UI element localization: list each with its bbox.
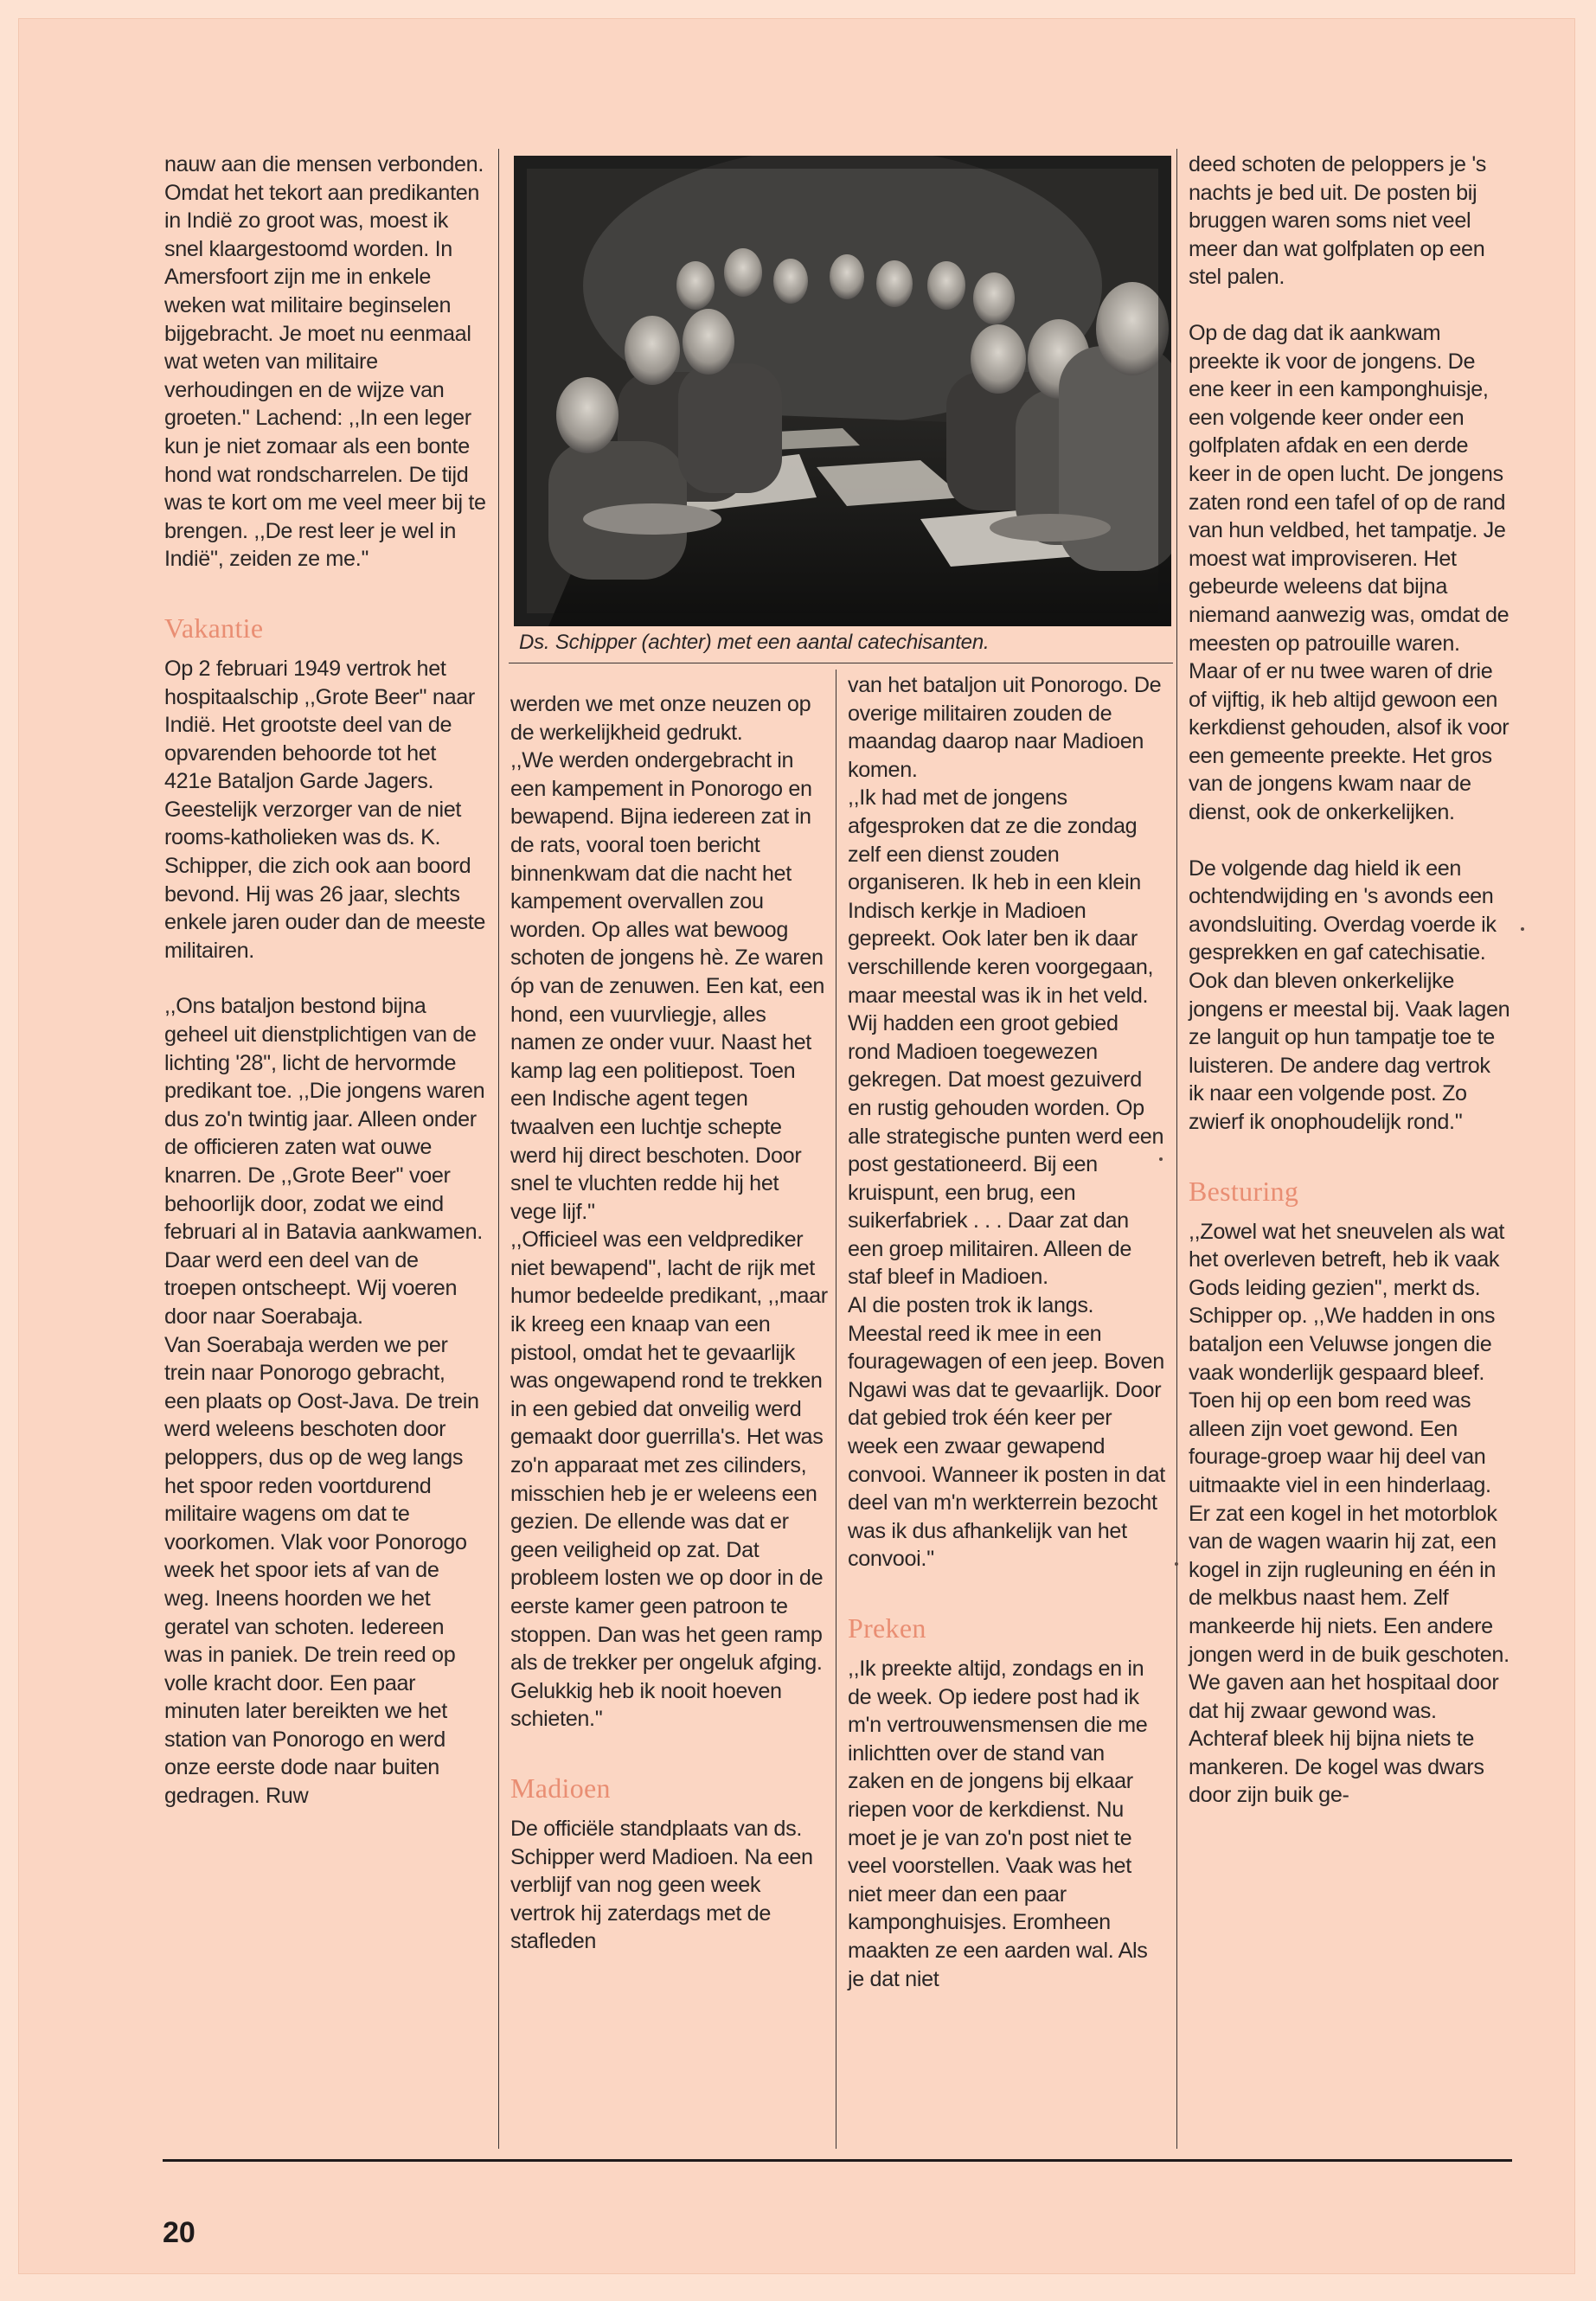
photo-illustration [514,156,1171,626]
section-heading-madioen: Madioen [510,1772,611,1804]
photo-catechisanten [514,156,1171,626]
magazine-page [19,19,1574,2273]
paragraph: Van Soerabaja werden we per trein naar Ponorogo gebracht, een plaats op Oost-Java. De trein werd weleens beschoten door peloppers, dus op de weg langs het spoor reden voortdurend militaire wagens om dat te voorkomen. Vlak voor Ponorogo week het spoor iets af van de weg. Ineens hoorden we het geratel van schoten. Iedereen was in paniek. De trein reed op volle kracht door. Een paar minuten later bereikten we het station van Ponorogo en werd onze eerste dode naar buiten gedragen. Ruw [164,1332,479,1809]
section-heading-vakantie: Vakantie [164,612,264,644]
paragraph: Op 2 februari 1949 vertrok het hospitaalschip ,,Grote Beer'' naar Indië. Het grootste deel van de opvarenden behoorde tot het 421e Bataljon Garde Jagers. Geestelijk verzorger van de niet rooms-katholieken was ds. K. Schipper, die zich ook aan boord bevond. Hij was 26 jaar, slechts enkele jaren ouder dan de meeste militairen. [164,656,486,963]
paragraph: werden we met onze neuzen op de werkelijkheid gedrukt. [510,692,811,745]
print-speck [1175,1562,1178,1566]
paragraph: ,,Zowel wat het sneuvelen als wat het overleven betreft, heb ik vaak Gods leiding gezien'', merkt ds. Schipper op. ,,We hadden in ons bataljon een Veluwse jongen die vaak wonderlijk gespaard bleef. Toen hij op een bom reed was alleen zijn voet gewond. Een fourage-groep waar hij deel van uitmaakte viel in een hinderlaag. Er zat een kogel in het motorblok van de wagen waarin hij zat, een kogel in zijn rugleuning en één in de melkbus naast hem. Zelf mankeerde hij niets. Een andere jongen werd in de buik geschoten. We gaven aan het hospitaal door dat hij zwaar gewond was. Achteraf bleek hij bijna niets te mankeren. De kogel was dwars door zijn buik ge- [1189,1219,1509,1808]
section-heading-preken: Preken [848,1612,926,1644]
print-speck [1521,927,1524,931]
column-rule [1176,149,1177,2149]
photo-caption: Ds. Schipper (achter) met een aantal catechisanten. [519,631,990,654]
article-column-1 [164,151,486,1811]
footer-rule [163,2159,1512,2162]
paragraph: deed schoten de peloppers je 's nachts je bed uit. De posten bij bruggen waren soms niet veel meer dan wat golfplaten op een stel palen. [1189,152,1487,290]
paragraph: ,,We werden ondergebracht in een kampement in Ponorogo en bewapend. Bijna iedereen zat in de rats, vooral toen bericht binnenkwam dat die nacht het kampement overvallen zou worden. Op alles wat bewoog schoten de jongens hè. Ze waren óp van de zenuwen. Een kat, een hond, een vuurvliegje, alles namen ze onder vuur. Naast het kamp lag een politiepost. Toen een Indische agent tegen twaalven een luchtje schepte werd hij direct beschoten. Door snel te vluchten redde hij het vege lijf.'' [510,748,825,1224]
paragraph: ,,Officieel was een veldprediker niet bewapend'', lacht de rijk met humor bedeelde predikant, ,,maar ik kreeg een knaap van een pistool, omdat het te gevaarlijk was ongewapend rond te trekken in een gebied dat onveilig werd gemaakt door guerrilla's. Het was zo'n apparaat met zes cilinders, misschien heb je er weleens een gezien. De ellende was dat er geen veiligheid op zat. Dat probleem losten we op door in de eerste kamer geen patroon te stoppen. Dan was het geen ramp als de trekker per ongeluk afging. Gelukkig heb ik nooit hoeven schieten.'' [510,1227,828,1732]
paragraph: De volgende dag hield ik een ochtendwijding en 's avonds een avondsluiting. Overdag voerde ik gesprekken en gaf catechisatie. Ook dan bleven onkerkelijke jongens er meestal bij. Vaak lagen ze languit op hun tampatje toe te luisteren. De andere dag vertrok ik naar een volgende post. Zo zwierf ik onophoudelijk rond.'' [1189,856,1510,1134]
paragraph: De officiële standplaats van ds. Schipper werd Madioen. Na een verblijf van nog geen week vertrok hij zaterdags met de stafleden [510,1816,813,1954]
paragraph: ,,Ons bataljon bestond bijna geheel uit dienstplichtigen van de lichting '28'', licht de hervormde predikant toe. ,,Die jongens waren dus zo'n twintig jaar. Alleen onder de officieren zaten wat ouwe knarren. De ,,Grote Beer'' voer behoorlijk door, zodat we eind februari al in Batavia aankwamen. Daar werd een deel van de troepen ontscheept. Wij voeren door naar Soerabaja. [164,994,485,1329]
article-column-2 [510,690,829,1956]
page-number: 20 [163,2216,195,2249]
paragraph: ,,Ik had met de jongens afgesproken dat ze die zondag zelf een dienst zouden organiseren. Ik heb in een klein Indisch kerkje in Madioen gepreekt. Ook later ben ik daar verschillende keren voorgegaan, maar meestal was ik in het veld. Wij hadden een groot gebied rond Madioen toegewezen gekregen. Dat moest gezuiverd en rustig gehouden worden. Op alle strategische punten werd een post gestationeerd. Bij een kruispunt, een brug, een suikerfabriek . . . Daar zat dan een groep militairen. Alleen de staf bleef in Madioen. [848,785,1164,1290]
paragraph: ,,Ik preekte altijd, zondags en in de week. Op iedere post had ik m'n vertrouwensmensen die me inlichtten over de stand van zaken en de jongens bij elkaar riepen voor de kerkdienst. Nu moet je je van zo'n post niet te veel voorstellen. Vaak was het niet meer dan een paar kamponghuisjes. Eromheen maakten ze een aarden wal. Als je dat niet [848,1657,1148,1991]
paragraph: nauw aan die mensen verbonden. [164,152,484,176]
column-rule [498,149,499,2149]
print-speck [1159,1157,1163,1161]
article-column-4 [1189,151,1510,1810]
section-heading-besturing: Besturing [1189,1175,1299,1207]
paragraph: Al die posten trok ik langs. Meestal reed ik mee in een fouragewagen of een jeep. Boven Ngawi was dat te gevaarlijk. Door dat gebied trok één keer per week een zwaar gewapend convooi. Wanneer ik posten in dat deel van m'n werkterrein bezocht was ik dus afhankelijk van het convooi.'' [848,1293,1165,1572]
paragraph: Op de dag dat ik aankwam preekte ik voor de jongens. De ene keer in een kamponghuisje, een volgende keer onder een golfplaten afdak en een derde keer in de open lucht. De jongens zaten rond een tafel of op de rand van hun veldbed, het tampatje. Je moest wat improviseren. Het gebeurde weleens dat bijna niemand aanwezig was, omdat de meesten op patrouille waren. Maar of er nu twee waren of drie of vijftig, ik heb altijd gewoon een kerkdienst gehouden, alsof ik voor een gemeente preekte. Het gros van de jongens kwam naar de dienst, ook de onkerkelijken. [1189,320,1509,825]
paragraph: van het bataljon uit Ponorogo. De overige militairen zouden de maandag daarop naar Madioen komen. [848,673,1162,782]
article-column-3 [848,671,1166,1993]
paragraph: Omdat het tekort aan predikanten in Indië zo groot was, moest ik snel klaargestoomd worden. In Amersfoort zijn me in enkele weken wat militaire beginselen bijgebracht. Je moet nu eenmaal wat weten van militaire verhoudingen en de wijze van groeten.'' Lachend: ,,In een leger kun je niet zomaar als een bonte hond wat rondscharrelen. De tijd was te kort om me veel meer bij te brengen. ,,De rest leer je wel in Indië'', zeiden ze me.'' [164,180,486,572]
